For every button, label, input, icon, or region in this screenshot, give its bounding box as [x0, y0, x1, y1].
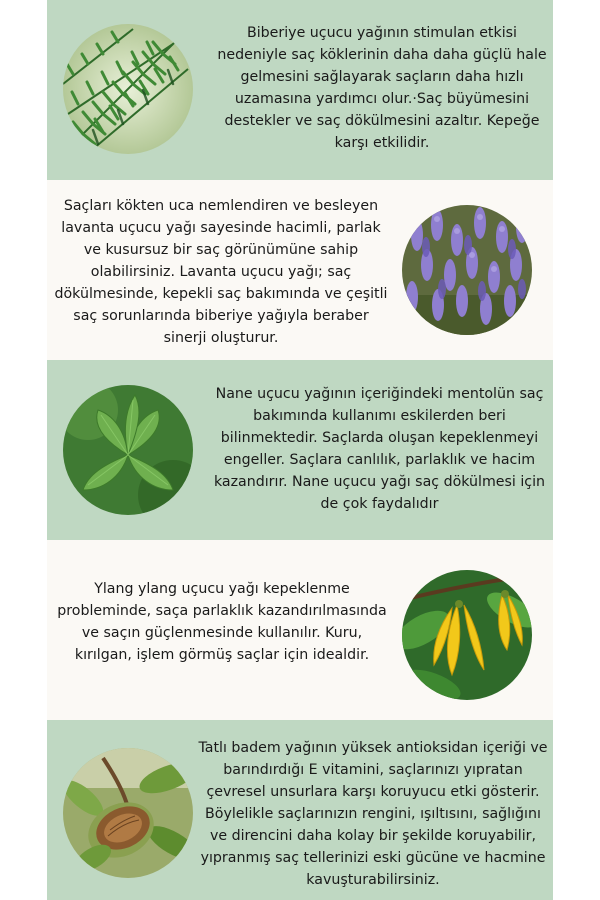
mint-image: [63, 385, 193, 515]
almond-section: [47, 720, 553, 900]
ylang-ylang-image: [402, 570, 532, 700]
ylang-ylang-icon: [402, 570, 532, 700]
almond-image: [63, 748, 193, 878]
mint-description: Nane uçucu yağının içeriğindeki mentolün saç bakımında kullanımı eskilerden beri bilinmektedir. Saçlarda oluşan kepeklenmeyi engeller. Saçlara canlılık, parlaklık ve hacim kazandırır. Nane uçucu yağı saç dökülmesi için de çok faydalıdır: [213, 386, 546, 512]
rosemary-section: [47, 0, 553, 180]
lavender-description: Saçları kökten uca nemlendiren ve besleyen lavanta uçucu yağı sayesinde hacimli, parlak ve kusursuz bir saç görünümüne sahip olabilirsiniz. Lavanta uçucu yağı; saç dökülmesinde, kepekli saç bakımında ve çeşitli saç sorunlarında biberiye yağıyla beraber sinerji oluşturur.: [54, 198, 388, 346]
mint-section: [47, 360, 553, 540]
lavender-section: [47, 180, 553, 360]
rosemary-icon: [63, 24, 193, 154]
lavender-image: [402, 205, 532, 335]
almond-icon: [63, 748, 193, 878]
mint-icon: [63, 385, 193, 515]
lavender-icon: [402, 205, 532, 335]
ylang-ylang-description: Ylang ylang uçucu yağı kepeklenme probleminde, saça parlaklık kazandırılmasında ve saçın güçlenmesinde kullanılır. Kuru, kırılgan, işlem görmüş saçlar için idealdir.: [57, 581, 387, 663]
rosemary-image: [63, 24, 193, 154]
rosemary-description: Biberiye uçucu yağının stimulan etkisi nedeniyle saç köklerinin daha daha güçlü hale gelmesini sağlayarak saçların daha hızlı uzamasına yardımcı olur.·Saç büyümesini destekler ve saç dökülmesini azaltır. Kepeğe karşı etkilidir.: [217, 25, 547, 151]
ylang-ylang-section: [47, 540, 553, 720]
almond-description: Tatlı badem yağının yüksek antioksidan içeriği ve barındırdığı E vitamini, saçlarınızı yıpratan çevresel unsurlara karşı koruyucu etki gösterir. Böylelikle saçlarınızın rengini, ışıltısını, sağlığını ve direncini daha kolay bir şekilde koruyabilir, yıpranmış saç tellerinizi eski gücüne ve hacmine kavuşturabilirsiniz.: [198, 740, 548, 888]
